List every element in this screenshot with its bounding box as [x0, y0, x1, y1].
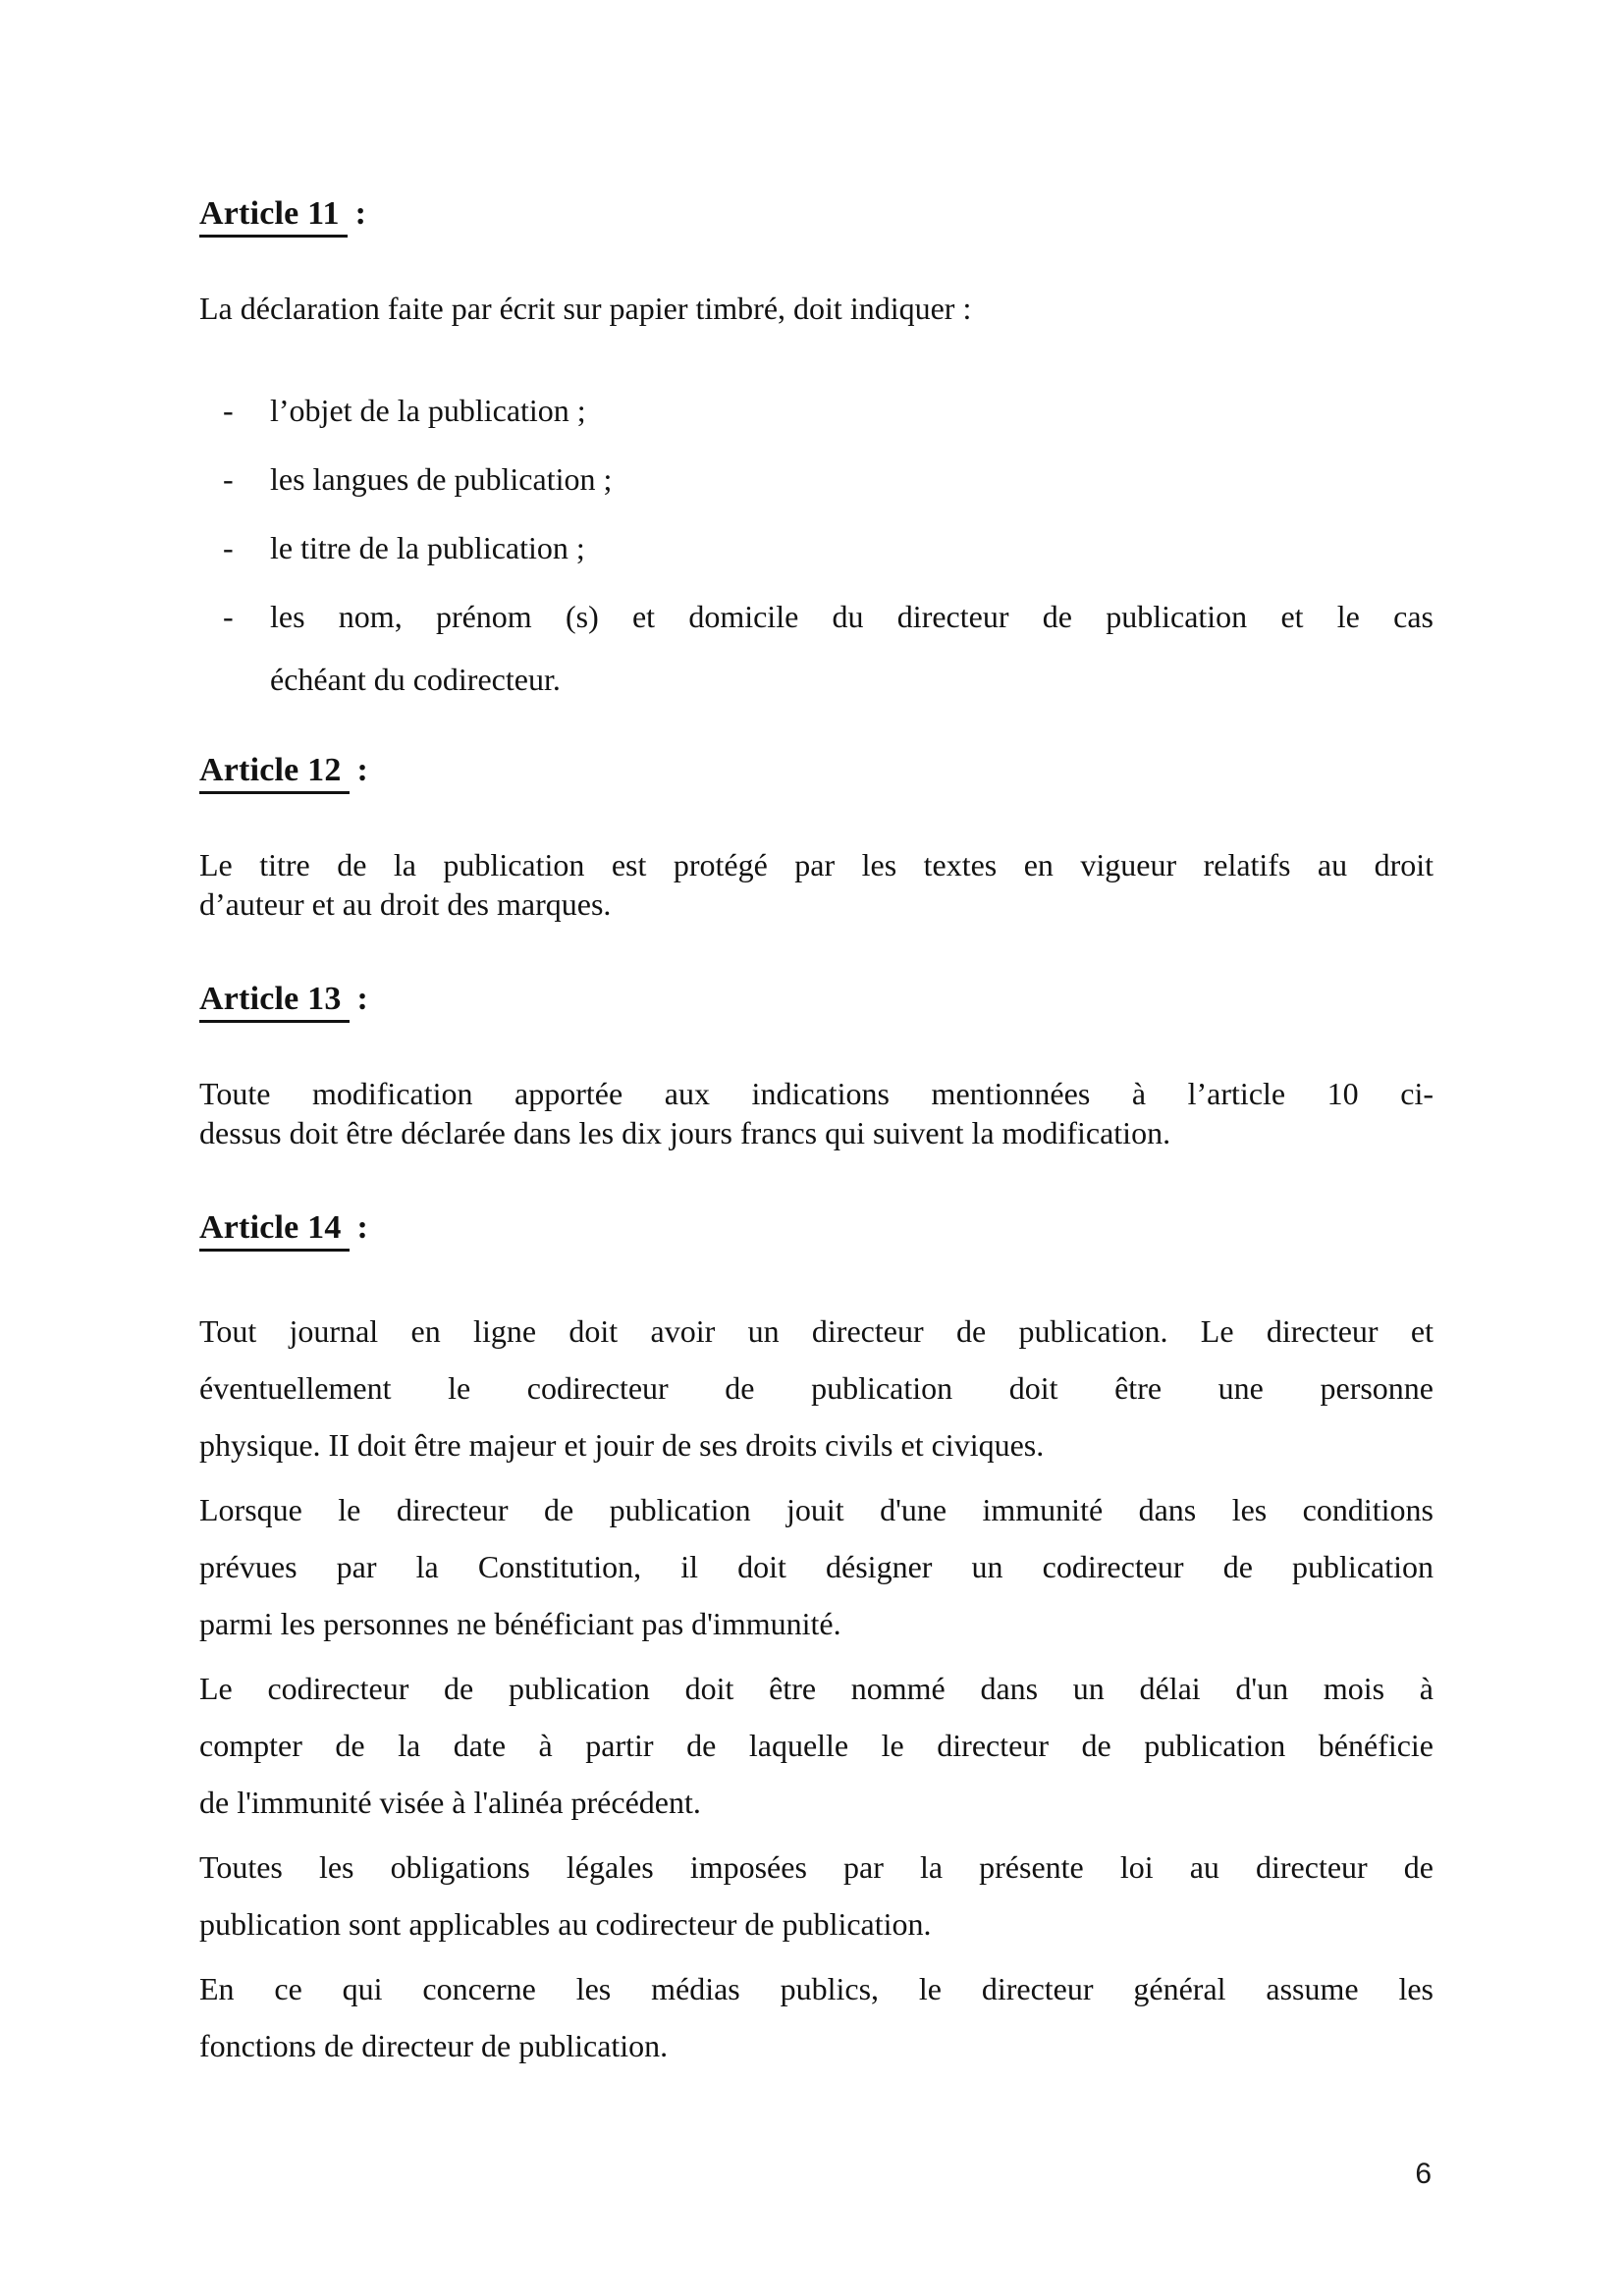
article-12-heading: [199, 750, 1434, 794]
paragraph-line: prévues par la Constitution, il doit désigner un codirecteur de publication: [199, 1549, 1434, 1584]
list-item-text: l’objet de la publication ;: [270, 393, 586, 428]
paragraph-line: publication sont applicables au codirecteur de publication.: [199, 1906, 932, 1942]
section-article-12: [199, 750, 1434, 924]
article-14-paragraph-2: [199, 1481, 1434, 1652]
article-12-paragraph: [199, 845, 1434, 924]
heading-colon: :: [356, 981, 369, 1017]
paragraph-line: Toute modification apportée aux indications mentionnées à l’article 10 ci-: [199, 1076, 1434, 1111]
paragraph-line: Le codirecteur de publication doit être nommé dans un délai d'un mois à: [199, 1671, 1434, 1706]
paragraph-line: parmi les personnes ne bénéficiant pas d'immunité.: [199, 1606, 841, 1641]
dash-marker: -: [223, 530, 234, 565]
article-14-paragraph-4: [199, 1839, 1434, 1952]
paragraph-line: de l'immunité visée à l'alinéa précédent.: [199, 1785, 701, 1820]
paragraph-line: physique. II doit être majeur et jouir de ses droits civils et civiques.: [199, 1427, 1045, 1463]
list-item-text: les langues de publication ;: [270, 461, 613, 497]
heading-colon: :: [356, 752, 369, 788]
list-item: [199, 585, 1434, 711]
page-number: 6: [1415, 2158, 1432, 2190]
article-14-title: Article 14: [199, 1207, 350, 1252]
list-item: [199, 379, 1434, 442]
paragraph-line: En ce qui concerne les médias publics, le directeur général assume les: [199, 1971, 1434, 2006]
article-11-title: Article 11: [199, 193, 348, 238]
paragraph-line: éventuellement le codirecteur de publication doit être une personne: [199, 1370, 1434, 1406]
article-13-heading: [199, 979, 1434, 1023]
list-item: [199, 516, 1434, 579]
article-13-title: Article 13: [199, 979, 350, 1023]
dash-marker: -: [223, 393, 234, 428]
list-item: [199, 448, 1434, 510]
list-item-text: le titre de la publication ;: [270, 530, 585, 565]
article-14-heading: [199, 1207, 1434, 1252]
article-14-paragraph-1: [199, 1303, 1434, 1473]
article-11-heading: [199, 193, 1434, 238]
list-item-text-line: les nom, prénom (s) et domicile du directeur de publication et le cas: [270, 599, 1434, 634]
paragraph-line: Toutes les obligations légales imposées par la présente loi au directeur de: [199, 1849, 1434, 1885]
paragraph-line: Le titre de la publication est protégé par les textes en vigueur relatifs au droit: [199, 847, 1434, 882]
dash-marker: -: [223, 461, 234, 497]
paragraph-line: d’auteur et au droit des marques.: [199, 886, 612, 922]
article-11-intro: La déclaration faite par écrit sur papier timbré, doit indiquer :: [199, 291, 972, 326]
article-14-paragraph-3: [199, 1660, 1434, 1831]
article-14-paragraph-5: [199, 1960, 1434, 2074]
section-article-14: [199, 1207, 1434, 2074]
dash-marker: -: [223, 599, 234, 634]
section-article-13: [199, 979, 1434, 1152]
paragraph-line: Tout journal en ligne doit avoir un directeur de publication. Le directeur et: [199, 1313, 1434, 1349]
paragraph-line: dessus doit être déclarée dans les dix jours francs qui suivent la modification.: [199, 1115, 1171, 1150]
paragraph-line: Lorsque le directeur de publication jouit d'une immunité dans les conditions: [199, 1492, 1434, 1527]
paragraph-line: fonctions de directeur de publication.: [199, 2028, 669, 2063]
heading-colon: :: [356, 1209, 369, 1246]
declaration-items-list: [199, 379, 1434, 711]
article-13-paragraph: [199, 1074, 1434, 1152]
article-12-title: Article 12: [199, 750, 350, 794]
paragraph-line: compter de la date à partir de laquelle le directeur de publication bénéficie: [199, 1728, 1434, 1763]
section-article-11: [199, 193, 1434, 711]
heading-colon: :: [354, 195, 367, 232]
list-item-text-line: échéant du codirecteur.: [270, 662, 561, 697]
